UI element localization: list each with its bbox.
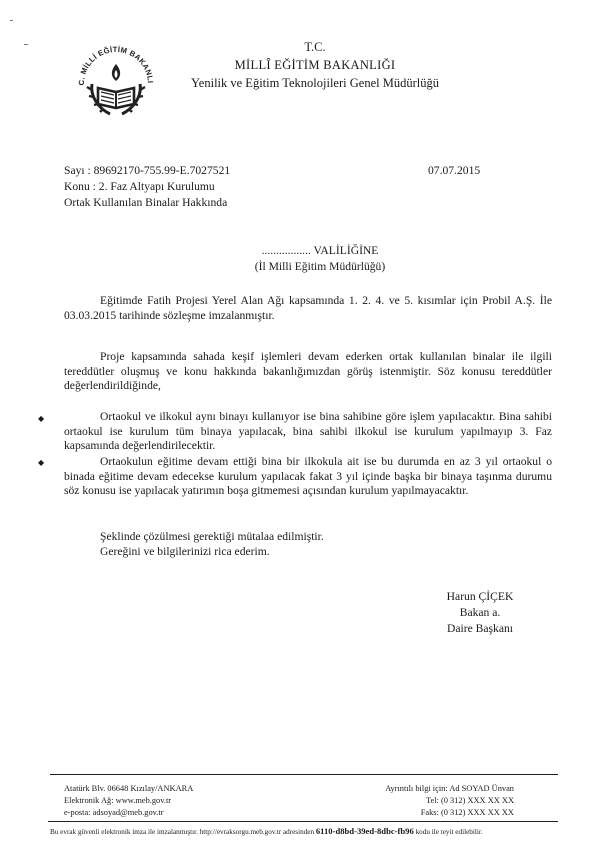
paragraph-4: Gereğini ve bilgilerinizi rica ederim. (100, 545, 270, 558)
footer-network: Elektronik Ağ: www.meb.gov.tr (64, 796, 172, 805)
paragraph-1: Eğitimde Fatih Projesi Yerel Alan Ağı kapsamında 1. 2. 4. ve 5. kısımlar için Probil A.Ş. İle 03.03.2015 tarihinde sözleşme imzalanmıştır. (64, 294, 552, 322)
addressee: ................. VALİLİĞİNE (261, 244, 379, 257)
logo-text: C. MİLLİ EĞİTİM BAKANLI (76, 44, 156, 86)
scan-mark (24, 44, 28, 45)
verification-code: 6110-d8bd-39ed-8dbc-fb96 (315, 826, 414, 836)
bullet-paragraph-1: Ortaokul ve ilkokul aynı binayı kullanıyor ise bina sahibine göre işlem yapılacaktır. Bina sahibi ortaokul ise kurulum tüm binaya yapılacak, bina sahibi ilkokul ise kurulum yapılmayıp 3. Faz kapsamında değerlendirilecektir. (64, 410, 552, 453)
verification-line (50, 826, 558, 836)
footer-info: Ayrıntılı bilgi için: Ad SOYAD Ünvan (385, 784, 514, 793)
document-date: 07.07.2015 (428, 164, 481, 177)
bullet-icon: ◆ (38, 414, 45, 423)
signer-name: Harun ÇİÇEK (446, 590, 514, 603)
document-number: Sayı : 89692170-755.99-E.7027521 (64, 164, 231, 177)
verification-divider (48, 821, 558, 822)
svg-text:T.C. MİLLİ EĞİTİM BAKANLIĞI (70, 34, 155, 86)
header-directorate: Yenilik ve Eğitim Teknolojileri Genel Müdürlüğü (191, 76, 439, 90)
signer-title-2: Daire Başkanı (447, 622, 513, 635)
verification-text: Bu evrak güvenli elektronik imza ile imzalanmıştır. http://evraksorgu.meb.gov.tr adresinden (50, 828, 315, 836)
scan-mark (10, 20, 13, 21)
bullet-paragraph-2: Ortaokulun eğitime devam ettiği bina bir ilkokula ait ise bu durumda en az 3 yıl ortaokul o binada eğitime devam edecekse kurulum yapılacak fakat 3 yıl içinde başka bir binaya taşınma durumu söz konusu ise yapılacak yatırımın boşa gitmemesi açısından kurulum yapılmayacaktır. (64, 455, 552, 498)
footer-address: Atatürk Blv. 06648 Kızılay/ANKARA (64, 784, 194, 793)
subject-line: Konu : 2. Faz Altyapı Kurulumu (64, 180, 215, 193)
header-ministry: MİLLÎ EĞİTİM BAKANLIĞI (234, 58, 396, 72)
footer-divider (50, 774, 558, 775)
paragraph-3: Şeklinde çözülmesi gerektiği mütalaa edilmiştir. (100, 530, 324, 543)
bullet-icon: ◆ (38, 458, 45, 467)
verification-suffix: kodu ile teyit edilebilir. (415, 828, 483, 836)
header-tc: T.C. (304, 40, 326, 54)
footer-tel: Tel: (0 312) XXX XX XX (425, 796, 514, 805)
paragraph-2: Proje kapsamında sahada keşif işlemleri devam ederken ortak kullanılan binalar ile ilgili tereddütler oluşmuş ve konu hakkında bakanlığımızdan görüş istenmiştir. Söz konusu tereddütler değerlendirildiğinde, (64, 350, 552, 393)
ministry-logo (70, 34, 162, 126)
footer-fax: Faks: (0 312) XXX XX XX (420, 808, 514, 817)
footer-email: e-posta: adsoyad@meb.gov.tr (64, 808, 164, 817)
subject-line-2: Ortak Kullanılan Binalar Hakkında (64, 196, 228, 209)
ministry-logo-icon (70, 34, 162, 126)
addressee-sub: (İl Milli Eğitim Müdürlüğü) (254, 260, 386, 273)
signer-title-1: Bakan a. (459, 606, 501, 619)
